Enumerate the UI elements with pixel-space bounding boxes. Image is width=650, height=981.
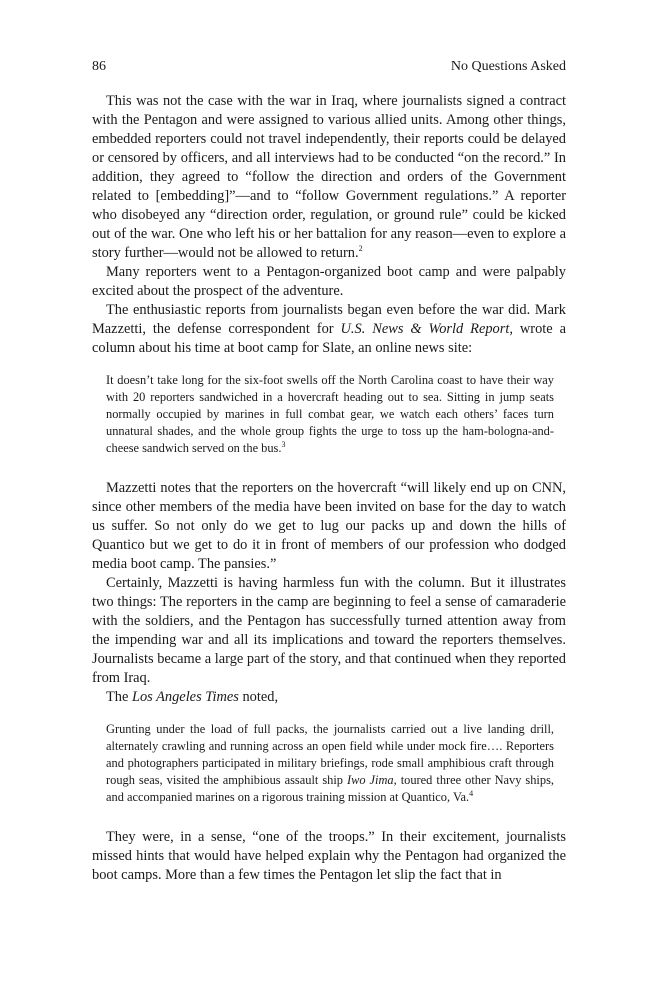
publication-title: Los Angeles Times bbox=[131, 689, 239, 705]
footnote-ref: 3 bbox=[281, 439, 286, 449]
paragraph-one-of-the-troops: They were, in a sense, “one of the troops.” In their excitement, journalists missed hints that would have helped explain why the Pentagon had organized the boot camps. More than a few times the Pentagon let slip the fact that in bbox=[92, 829, 566, 883]
paragraph-la-times: The Los Angeles Times noted, bbox=[106, 689, 279, 705]
running-header bbox=[92, 58, 566, 76]
paragraph-iraq-contract: This was not the case with the war in Iraq, where journalists signed a contract with the Pentagon and were assigned to various allied units. Among other things, embedded reporters could not travel independently, their reports could be delayed or censored by officers, and all interviews had to be conducted “on the record.” In addition, they agreed to “follow the direction and orders of the Government related to [embedding]”—and to “follow Government regulations.” A reporter who disobeyed any “direction order, regulation, or ground rule” could be kicked out of the war. One who left his or her battalion for any reason—even to explore a story further—would not be allowed to return.$^2$ bbox=[92, 93, 566, 261]
footnote-ref: 4 bbox=[469, 788, 474, 798]
block-quote-la-times: Grunting under the load of full packs, the journalists carried out a live landing drill, alternately crawling and running across an open field while under mock fire…. Reporters and photographers participated in military briefings, rode small amphibious craft through rough seas, visited the amphibious assault ship Iwo Jima, toured three other Navy ships, and accompanied marines on a rigorous training mission at Quantico, Va.$^4$ bbox=[106, 722, 554, 804]
paragraph-boot-camp: Many reporters went to a Pentagon-organized boot camp and were palpably excited about the prospect of the adventure. bbox=[92, 264, 566, 299]
block-quote-slate: It doesn’t take long for the six-foot swells off the North Carolina coast to have their way with 20 reporters sandwiched in a hovercraft heading out to sea. Sitting in jump seats normally occupied by marines in full combat gear, we watch each others’ faces turn unnatural shades, and the whole group fights the urge to toss up the ham-bologna-and-cheese sandwich served on the bus.$^3$ bbox=[106, 373, 554, 455]
book-page bbox=[92, 58, 566, 885]
paragraph-harmless-fun: Certainly, Mazzetti is having harmless fun with the column. But it illustrates two things: The reporters in the camp are beginning to feel a sense of camaraderie with the soldiers, and the Pentagon has successfully turned attention away from the impending war and all its implications and toward the reporters themselves. Journalists became a large part of the story, and that continued when they reported from Iraq. bbox=[92, 575, 566, 686]
paragraph-mazzetti-notes: Mazzetti notes that the reporters on the hovercraft “will likely end up on CNN, since other members of the media have been invited on base for the day to watch us suffer. So not only do we get to lug our packs up and down the hills of Quantico but we get to do it in front of members of our profession who dodged media boot camp. The pansies.” bbox=[92, 480, 566, 572]
footnote-ref: 2 bbox=[358, 244, 363, 254]
paragraph-enthusiastic-reports: The enthusiastic reports from journalists began even before the war did. Mark Mazzetti, the defense correspondent for U.S. News & World Report, wrote a column about his time at boot camp for Slate, an online news site: bbox=[92, 302, 566, 356]
publication-title: U.S. News & World Report, bbox=[340, 321, 513, 337]
page-body bbox=[92, 92, 566, 885]
page-number: 86 bbox=[92, 59, 106, 74]
ship-name: Iwo Jima, bbox=[346, 773, 397, 787]
running-title: No Questions Asked bbox=[450, 59, 566, 74]
